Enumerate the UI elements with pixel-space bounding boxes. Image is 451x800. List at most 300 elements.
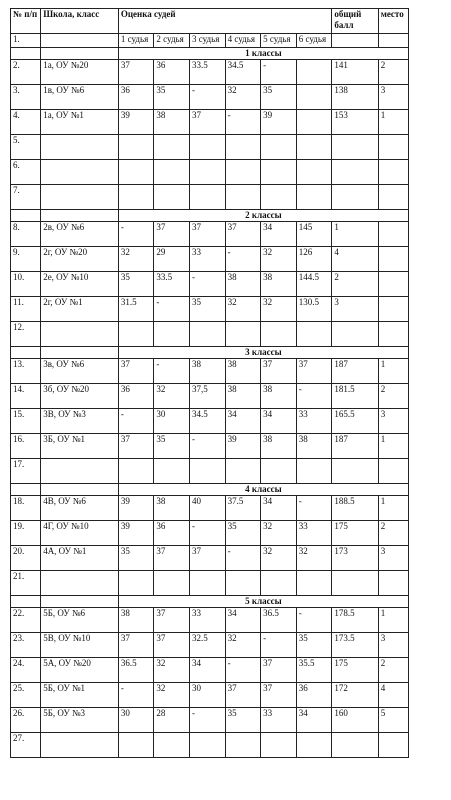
- judge-score-cell: 31.5: [118, 297, 154, 322]
- school-cell: 5Б, ОУ №1: [41, 683, 119, 708]
- judge-score-cell: 34.5: [225, 60, 261, 85]
- judge-score-cell: [190, 160, 226, 185]
- total-cell: 138: [332, 85, 378, 110]
- judge-score-cell: [296, 185, 332, 210]
- judge-score-cell: 36: [154, 60, 190, 85]
- judge-header: 6 судья: [296, 34, 332, 48]
- total-cell: 188.5: [332, 496, 378, 521]
- place-cell: 1: [378, 359, 408, 384]
- judge-score-cell: [261, 459, 297, 484]
- header-total: общий балл: [332, 9, 378, 34]
- section-title: 1 классы: [118, 48, 408, 60]
- total-cell: 153: [332, 110, 378, 135]
- school-cell: [41, 34, 119, 48]
- place-cell: 2: [378, 384, 408, 409]
- school-cell: [41, 322, 119, 347]
- judge-header: 3 судья: [190, 34, 226, 48]
- row-number: 9.: [11, 247, 41, 272]
- judge-score-cell: 34: [296, 708, 332, 733]
- school-cell: 4Г, ОУ №10: [41, 521, 119, 546]
- judge-score-cell: -: [190, 272, 226, 297]
- judge-score-cell: [118, 733, 154, 758]
- judge-score-cell: [296, 60, 332, 85]
- judge-score-cell: 35: [118, 272, 154, 297]
- school-cell: 5Б, ОУ №3: [41, 708, 119, 733]
- empty-cell: [11, 596, 41, 608]
- judge-score-cell: 34: [261, 496, 297, 521]
- judge-score-cell: 37,5: [190, 384, 226, 409]
- place-cell: 5: [378, 708, 408, 733]
- judge-score-cell: 38: [261, 272, 297, 297]
- school-cell: 2г, ОУ №20: [41, 247, 119, 272]
- judge-score-cell: 29: [154, 247, 190, 272]
- judge-score-cell: 38: [154, 496, 190, 521]
- table-row: [11, 85, 409, 110]
- judge-score-cell: 32: [261, 521, 297, 546]
- judge-score-cell: [225, 459, 261, 484]
- judge-score-cell: 37: [261, 683, 297, 708]
- table-row: [11, 160, 409, 185]
- school-cell: [41, 135, 119, 160]
- row-number: 3.: [11, 85, 41, 110]
- total-cell: [332, 135, 378, 160]
- judge-score-cell: [118, 322, 154, 347]
- empty-cell: [41, 596, 119, 608]
- judge-score-cell: 32: [225, 633, 261, 658]
- judge-header: 1 судья: [118, 34, 154, 48]
- judge-score-cell: 35: [261, 85, 297, 110]
- total-cell: 173.5: [332, 633, 378, 658]
- total-cell: 187: [332, 434, 378, 459]
- judge-header: 2 судья: [154, 34, 190, 48]
- place-cell: 1: [378, 434, 408, 459]
- place-cell: 3: [378, 409, 408, 434]
- judge-score-cell: [190, 185, 226, 210]
- place-cell: [378, 185, 408, 210]
- judge-score-cell: 33: [190, 247, 226, 272]
- judge-score-cell: [154, 185, 190, 210]
- table-row: [11, 297, 409, 322]
- table-row: [11, 135, 409, 160]
- place-cell: 1: [378, 110, 408, 135]
- judge-score-cell: 34: [261, 222, 297, 247]
- place-cell: 2: [378, 521, 408, 546]
- school-cell: 3в, ОУ №6: [41, 359, 119, 384]
- section-header-row: [11, 596, 409, 608]
- place-cell: 2: [378, 658, 408, 683]
- judge-score-cell: 30: [190, 683, 226, 708]
- judge-score-cell: [154, 135, 190, 160]
- judge-score-cell: 32: [261, 546, 297, 571]
- table-row: [11, 110, 409, 135]
- judges-row: [11, 34, 409, 48]
- judge-score-cell: 37: [261, 359, 297, 384]
- judge-score-cell: 33: [296, 409, 332, 434]
- place-cell: 3: [378, 546, 408, 571]
- judge-score-cell: [296, 110, 332, 135]
- judge-score-cell: [296, 733, 332, 758]
- place-cell: [378, 571, 408, 596]
- school-cell: 1а, ОУ №1: [41, 110, 119, 135]
- total-cell: 4: [332, 247, 378, 272]
- judge-score-cell: -: [225, 546, 261, 571]
- judge-score-cell: 35: [190, 297, 226, 322]
- score-table-body: [11, 9, 409, 758]
- place-cell: 4: [378, 683, 408, 708]
- judge-score-cell: 33.5: [154, 272, 190, 297]
- place-cell: 3: [378, 633, 408, 658]
- section-header-row: [11, 210, 409, 222]
- total-cell: [332, 322, 378, 347]
- judge-score-cell: -: [154, 297, 190, 322]
- school-cell: 2г, ОУ №1: [41, 297, 119, 322]
- total-cell: 3: [332, 297, 378, 322]
- judge-score-cell: -: [118, 683, 154, 708]
- judge-score-cell: 38: [261, 384, 297, 409]
- judge-score-cell: 39: [118, 521, 154, 546]
- place-cell: [378, 297, 408, 322]
- section-title: 2 классы: [118, 210, 408, 222]
- judge-score-cell: [225, 185, 261, 210]
- judge-score-cell: 37: [190, 546, 226, 571]
- table-row: [11, 683, 409, 708]
- judge-score-cell: [154, 322, 190, 347]
- judge-score-cell: -: [261, 633, 297, 658]
- judge-score-cell: 37: [154, 546, 190, 571]
- judge-score-cell: 36: [118, 85, 154, 110]
- judge-score-cell: 35: [154, 85, 190, 110]
- judge-score-cell: 35: [296, 633, 332, 658]
- judge-score-cell: 32.5: [190, 633, 226, 658]
- judge-score-cell: -: [154, 359, 190, 384]
- judge-score-cell: [118, 185, 154, 210]
- table-row: [11, 185, 409, 210]
- row-number: 1.: [11, 34, 41, 48]
- total-cell: [332, 571, 378, 596]
- table-row: [11, 322, 409, 347]
- total-cell: 175: [332, 521, 378, 546]
- judge-score-cell: 33: [261, 708, 297, 733]
- judge-score-cell: [261, 571, 297, 596]
- table-row: [11, 708, 409, 733]
- judge-score-cell: [261, 733, 297, 758]
- judge-score-cell: -: [296, 496, 332, 521]
- school-cell: 3б, ОУ №20: [41, 384, 119, 409]
- judge-score-cell: [225, 160, 261, 185]
- school-cell: 3В, ОУ №3: [41, 409, 119, 434]
- judge-score-cell: 32: [296, 546, 332, 571]
- judge-score-cell: 38: [190, 359, 226, 384]
- empty-cell: [41, 48, 119, 60]
- judge-score-cell: -: [190, 85, 226, 110]
- judge-score-cell: 35: [225, 708, 261, 733]
- empty-cell: [11, 48, 41, 60]
- judge-score-cell: 37: [296, 359, 332, 384]
- judge-score-cell: 144.5: [296, 272, 332, 297]
- judge-score-cell: 37: [154, 222, 190, 247]
- judge-score-cell: 145: [296, 222, 332, 247]
- table-row: [11, 496, 409, 521]
- row-number: 7.: [11, 185, 41, 210]
- judge-score-cell: 32: [154, 683, 190, 708]
- judge-score-cell: 38: [154, 110, 190, 135]
- judge-score-cell: 34: [190, 658, 226, 683]
- place-cell: 3: [378, 85, 408, 110]
- table-row: [11, 359, 409, 384]
- row-number: 18.: [11, 496, 41, 521]
- row-number: 21.: [11, 571, 41, 596]
- section-header-row: [11, 484, 409, 496]
- total-cell: [332, 160, 378, 185]
- judge-score-cell: [296, 571, 332, 596]
- judge-score-cell: [118, 459, 154, 484]
- school-cell: [41, 571, 119, 596]
- row-number: 13.: [11, 359, 41, 384]
- judge-score-cell: 32: [118, 247, 154, 272]
- judge-score-cell: 33.5: [190, 60, 226, 85]
- place-cell: [378, 272, 408, 297]
- judge-score-cell: [154, 160, 190, 185]
- judge-score-cell: 38: [225, 272, 261, 297]
- row-number: 2.: [11, 60, 41, 85]
- school-cell: [41, 459, 119, 484]
- table-row: [11, 434, 409, 459]
- total-cell: 172: [332, 683, 378, 708]
- section-title: 4 классы: [118, 484, 408, 496]
- total-cell: [332, 733, 378, 758]
- judge-score-cell: 38: [296, 434, 332, 459]
- judge-score-cell: [225, 135, 261, 160]
- table-row: [11, 633, 409, 658]
- judge-score-cell: 32: [261, 247, 297, 272]
- total-cell: 178.5: [332, 608, 378, 633]
- table-row: [11, 409, 409, 434]
- judge-score-cell: 37: [154, 633, 190, 658]
- school-cell: [41, 185, 119, 210]
- judge-score-cell: [225, 322, 261, 347]
- judge-score-cell: 32: [225, 85, 261, 110]
- row-number: 23.: [11, 633, 41, 658]
- judge-score-cell: 37: [118, 60, 154, 85]
- row-number: 15.: [11, 409, 41, 434]
- empty-cell: [11, 484, 41, 496]
- judge-score-cell: 35.5: [296, 658, 332, 683]
- judge-score-cell: 35: [154, 434, 190, 459]
- judge-score-cell: 34.5: [190, 409, 226, 434]
- header-scores: Оценка судей: [118, 9, 331, 34]
- judge-score-cell: -: [296, 608, 332, 633]
- judge-score-cell: [261, 160, 297, 185]
- judge-score-cell: 34: [225, 608, 261, 633]
- row-number: 22.: [11, 608, 41, 633]
- judge-score-cell: [225, 733, 261, 758]
- judge-score-cell: 34: [225, 409, 261, 434]
- school-cell: 5Б, ОУ №6: [41, 608, 119, 633]
- judge-score-cell: -: [225, 658, 261, 683]
- row-number: 12.: [11, 322, 41, 347]
- judge-score-cell: [296, 459, 332, 484]
- total-cell: 160: [332, 708, 378, 733]
- header-school: Школа, класс: [41, 9, 119, 34]
- table-row: [11, 384, 409, 409]
- school-cell: 3Б, ОУ №1: [41, 434, 119, 459]
- place-cell: [378, 322, 408, 347]
- judge-score-cell: [154, 571, 190, 596]
- total-cell: 175: [332, 658, 378, 683]
- school-cell: 5А, ОУ №20: [41, 658, 119, 683]
- empty-cell: [11, 347, 41, 359]
- judge-score-cell: [296, 160, 332, 185]
- judge-score-cell: 36: [154, 521, 190, 546]
- row-number: 5.: [11, 135, 41, 160]
- header-place: место: [378, 9, 408, 34]
- judge-score-cell: 33: [296, 521, 332, 546]
- school-cell: 1а, ОУ №20: [41, 60, 119, 85]
- judge-score-cell: -: [225, 110, 261, 135]
- place-cell: [378, 247, 408, 272]
- empty-cell: [41, 210, 119, 222]
- judge-score-cell: 36: [118, 384, 154, 409]
- judge-score-cell: [118, 160, 154, 185]
- total-cell: 181.5: [332, 384, 378, 409]
- judge-score-cell: 28: [154, 708, 190, 733]
- school-cell: 1в, ОУ №6: [41, 85, 119, 110]
- judge-score-cell: [261, 322, 297, 347]
- judge-header: 4 судья: [225, 34, 261, 48]
- table-row: [11, 571, 409, 596]
- place-cell: [378, 733, 408, 758]
- judge-score-cell: [190, 733, 226, 758]
- judge-score-cell: [190, 135, 226, 160]
- judge-score-cell: -: [190, 434, 226, 459]
- header-num: № п/п: [11, 9, 41, 34]
- row-number: 24.: [11, 658, 41, 683]
- row-number: 19.: [11, 521, 41, 546]
- judge-score-cell: 37: [225, 222, 261, 247]
- place-cell: [378, 160, 408, 185]
- judge-score-cell: 38: [225, 384, 261, 409]
- judge-score-cell: [261, 135, 297, 160]
- judge-score-cell: [118, 135, 154, 160]
- row-number: 20.: [11, 546, 41, 571]
- judge-score-cell: 33: [190, 608, 226, 633]
- table-row: [11, 222, 409, 247]
- total-cell: [332, 459, 378, 484]
- table-row: [11, 272, 409, 297]
- judge-score-cell: 37.5: [225, 496, 261, 521]
- judge-score-cell: -: [190, 708, 226, 733]
- judge-score-cell: [154, 459, 190, 484]
- total-cell: 141: [332, 60, 378, 85]
- table-row: [11, 546, 409, 571]
- section-title: 3 классы: [118, 347, 408, 359]
- total-cell: 173: [332, 546, 378, 571]
- row-number: 14.: [11, 384, 41, 409]
- judge-score-cell: 37: [118, 434, 154, 459]
- school-cell: [41, 160, 119, 185]
- judge-score-cell: 32: [154, 658, 190, 683]
- judge-score-cell: 37: [190, 222, 226, 247]
- judge-score-cell: 34: [261, 409, 297, 434]
- place-cell: 2: [378, 60, 408, 85]
- table-row: [11, 247, 409, 272]
- school-cell: 4В, ОУ №6: [41, 496, 119, 521]
- judge-score-cell: -: [261, 60, 297, 85]
- table-row: [11, 459, 409, 484]
- table-row: [11, 521, 409, 546]
- row-number: 4.: [11, 110, 41, 135]
- row-number: 25.: [11, 683, 41, 708]
- judge-score-cell: -: [225, 247, 261, 272]
- judge-score-cell: -: [296, 384, 332, 409]
- judge-score-cell: 36.5: [261, 608, 297, 633]
- judge-score-cell: [190, 459, 226, 484]
- school-cell: 4А, ОУ №1: [41, 546, 119, 571]
- table-row: [11, 658, 409, 683]
- judge-score-cell: 30: [118, 708, 154, 733]
- judge-score-cell: 38: [225, 359, 261, 384]
- row-number: 16.: [11, 434, 41, 459]
- judge-score-cell: 36.5: [118, 658, 154, 683]
- school-cell: [41, 733, 119, 758]
- table-row: [11, 608, 409, 633]
- judge-score-cell: 32: [225, 297, 261, 322]
- table-row: [11, 60, 409, 85]
- judge-score-cell: 32: [154, 384, 190, 409]
- judge-score-cell: -: [190, 521, 226, 546]
- judge-score-cell: 37: [190, 110, 226, 135]
- judge-score-cell: [190, 322, 226, 347]
- school-cell: 5В, ОУ №10: [41, 633, 119, 658]
- row-number: 6.: [11, 160, 41, 185]
- table-row: [11, 733, 409, 758]
- judge-score-cell: [296, 322, 332, 347]
- empty-cell: [41, 347, 119, 359]
- place-cell: 1: [378, 608, 408, 633]
- row-number: 11.: [11, 297, 41, 322]
- judge-score-cell: 35: [118, 546, 154, 571]
- row-number: 8.: [11, 222, 41, 247]
- total-cell: [332, 185, 378, 210]
- judge-score-cell: 38: [118, 608, 154, 633]
- row-number: 27.: [11, 733, 41, 758]
- judge-score-cell: 126: [296, 247, 332, 272]
- empty-cell: [41, 484, 119, 496]
- judge-score-cell: 37: [225, 683, 261, 708]
- judge-score-cell: 38: [261, 434, 297, 459]
- place-cell: [378, 222, 408, 247]
- judge-score-cell: [154, 733, 190, 758]
- total-cell: [332, 34, 378, 48]
- judge-score-cell: 39: [225, 434, 261, 459]
- judge-score-cell: 40: [190, 496, 226, 521]
- judge-score-cell: [190, 571, 226, 596]
- judge-score-cell: -: [118, 409, 154, 434]
- judge-score-cell: [296, 85, 332, 110]
- judge-score-cell: 37: [118, 633, 154, 658]
- judge-score-cell: 130.5: [296, 297, 332, 322]
- total-cell: 187: [332, 359, 378, 384]
- judge-score-cell: [225, 571, 261, 596]
- row-number: 10.: [11, 272, 41, 297]
- place-cell: [378, 459, 408, 484]
- header-row: [11, 9, 409, 34]
- judge-score-cell: [296, 135, 332, 160]
- section-title: 5 классы: [118, 596, 408, 608]
- judge-score-cell: -: [118, 222, 154, 247]
- judge-score-cell: 37: [261, 658, 297, 683]
- judge-score-cell: 36: [296, 683, 332, 708]
